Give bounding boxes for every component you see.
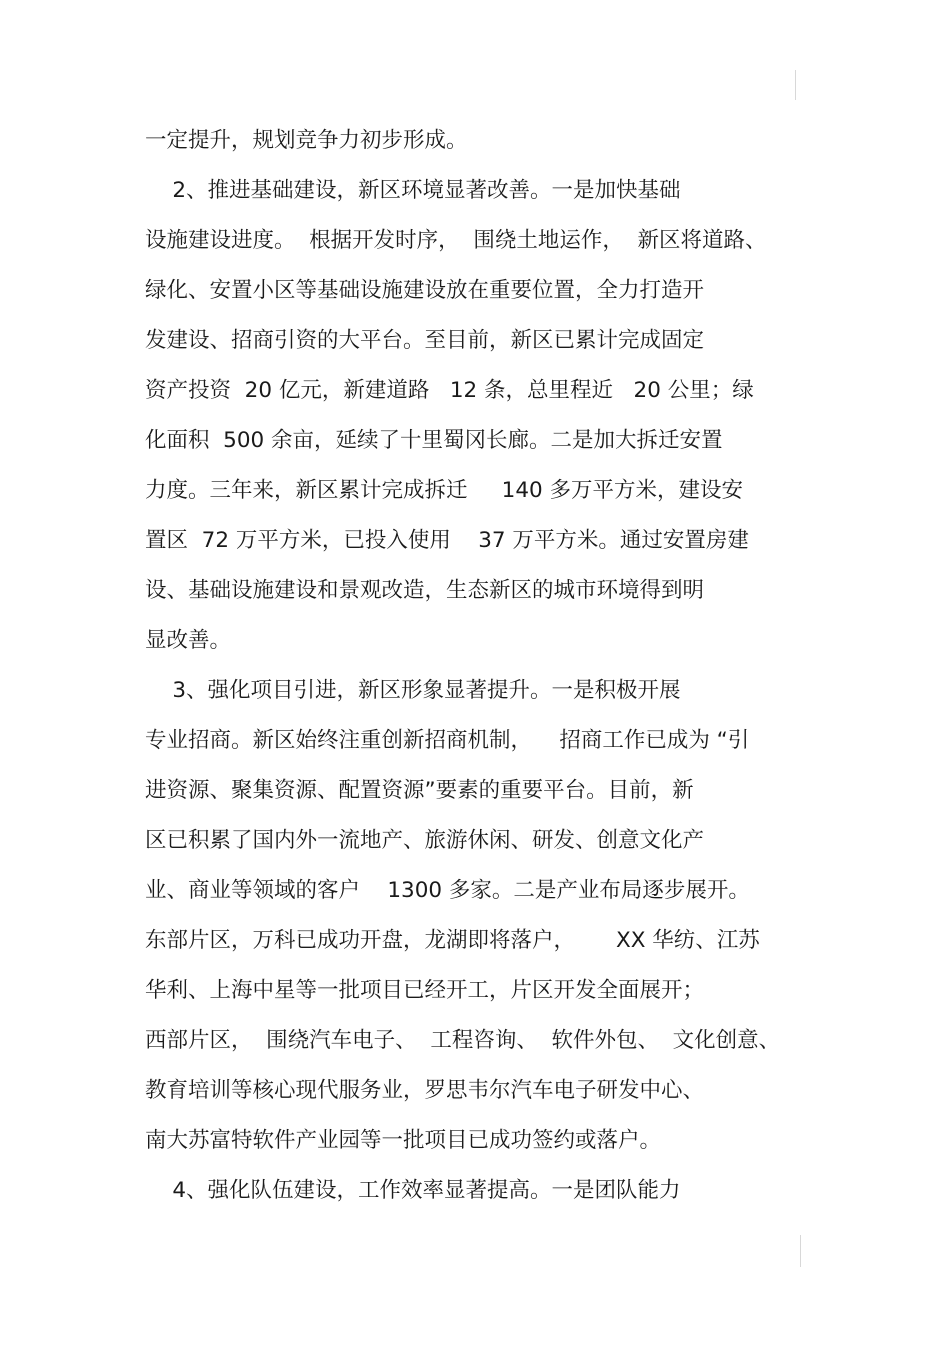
text-line-10: 设、基础设施建设和景观改造，生态新区的城市环境得到明 xyxy=(145,578,705,603)
text-line-17: 东部片区，万科已成功开盘，龙湖即将落户， XX 华纺、江苏 xyxy=(145,928,760,953)
text-line-16: 业、商业等领域的客户 1300 多家。二是产业布局逐步展开。 xyxy=(145,878,750,903)
text-line-1: 一定提升，规划竞争力初步形成。 xyxy=(145,128,468,153)
text-line-4: 绿化、安置小区等基础设施建设放在重要位置，全力打造开 xyxy=(145,278,705,303)
text-line-21: 南大苏富特软件产业园等一批项目已成功签约或落户。 xyxy=(145,1128,662,1153)
text-line-5: 发建设、招商引资的大平台。至目前，新区已累计完成固定 xyxy=(145,328,705,353)
paragraph-2-heading-line: 2、推进基础建设，新区环境显著改善。一是加快基础 xyxy=(145,178,681,203)
text-line-8: 力度。三年来，新区累计完成拆迁 140 多万平方米，建设安 xyxy=(145,478,744,503)
text-line-7: 化面积 500 余亩，延续了十里蜀冈长廊。二是加大拆迁安置 xyxy=(145,428,723,453)
paragraph-4-heading-line: 4、强化队伍建设，工作效率显著提高。一是团队能力 xyxy=(145,1178,681,1203)
text-line-18: 华利、上海中星等一批项目已经开工，片区开发全面展开； xyxy=(145,978,705,1003)
text-line-3: 设施建设进度。 根据开发时序， 围绕土地运作， 新区将道路、 xyxy=(145,228,767,253)
text-line-13: 专业招商。新区始终注重创新招商机制， 招商工作已成为 “引 xyxy=(145,728,750,753)
text-line-14: 进资源、聚集资源、配置资源”要素的重要平台。目前，新 xyxy=(145,778,694,803)
paragraph-3-heading-line: 3、强化项目引进，新区形象显著提升。一是积极开展 xyxy=(145,678,681,703)
text-line-6: 资产投资 20 亿元，新建道路 12 条，总里程近 20 公里；绿 xyxy=(145,378,754,403)
text-line-19: 西部片区， 围绕汽车电子、 工程咨询、 软件外包、 文化创意、 xyxy=(145,1028,781,1053)
page-edge-mark-bottom xyxy=(800,1235,801,1267)
text-line-9: 置区 72 万平方米，已投入使用 37 万平方米。通过安置房建 xyxy=(145,528,749,553)
text-line-11: 显改善。 xyxy=(145,628,232,653)
page-edge-mark-top xyxy=(795,70,796,100)
text-line-20: 教育培训等核心现代服务业，罗思韦尔汽车电子研发中心、 xyxy=(145,1078,705,1103)
text-line-15: 区已积累了国内外一流地产、旅游休闲、研发、创意文化产 xyxy=(145,828,705,853)
